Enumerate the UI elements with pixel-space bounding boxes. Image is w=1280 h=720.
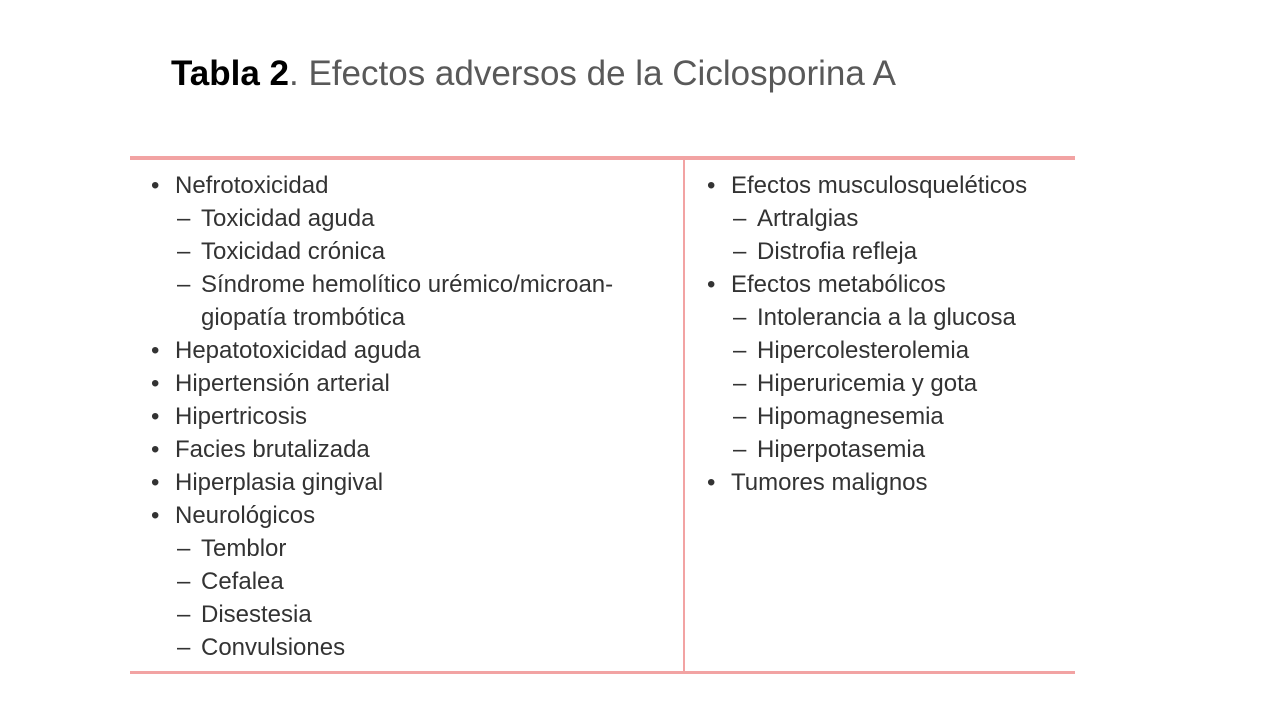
list-subitem [704,202,1069,235]
list-subitem-label: Disestesia [201,601,312,628]
list-subitem-label: Temblor [201,535,287,562]
list-item [148,433,673,466]
list-subitem-label: Convulsiones [201,634,346,661]
list-subitem [148,631,673,664]
list-item-label: Nefrotoxicidad [175,172,329,199]
list-subitem [148,235,673,268]
title-caption: . Efectos adversos de la Ciclosporina A [289,54,896,93]
list-subitem [704,235,1069,268]
list-item [148,169,673,202]
list-item-label: Efectos metabólicos [731,271,946,298]
list-item-label: Hiperplasia gingival [175,469,384,496]
dash-icon: – [177,568,191,595]
bullet-icon: • [151,436,160,463]
list-subitem-label: giopatía trombótica [201,304,406,331]
bullet-icon: • [151,370,160,397]
list-item-label: Efectos musculosqueléticos [731,172,1028,199]
list-subitem [148,598,673,631]
dash-icon: – [177,238,191,265]
list-subitem-label: Hiperuricemia y gota [757,370,978,397]
table-top-rule [130,156,1075,160]
list-subitem [704,433,1069,466]
list-subitem [704,301,1069,334]
right-column-list [704,169,1069,499]
list-subitem-label: Intolerancia a la glucosa [757,304,1016,331]
title-table-number: Tabla 2 [171,54,290,93]
dash-icon: – [177,271,191,298]
bullet-icon: • [707,271,716,298]
dash-icon: – [177,205,191,232]
list-subitem-label: Hipercolesterolemia [757,337,970,364]
list-item-label: Hipertensión arterial [175,370,390,397]
bullet-icon: • [151,469,160,496]
adverse-effects-table [130,156,1075,674]
bullet-icon: • [151,502,160,529]
list-subitem-label: Cefalea [201,568,284,595]
list-subitem [148,532,673,565]
list-subitem-label: Hiperpotasemia [757,436,926,463]
list-subitem-label: Síndrome hemolítico urémico/microan- [201,271,614,298]
bullet-icon: • [151,403,160,430]
list-subitem [704,400,1069,433]
table-bottom-rule [130,671,1075,674]
left-column-list [148,169,673,664]
list-subitem [148,202,673,235]
list-item [704,268,1069,301]
bullet-icon: • [707,172,716,199]
bullet-icon: • [151,172,160,199]
list-subitem [148,565,673,598]
list-item-label: Tumores malignos [731,469,928,496]
list-item-label: Neurológicos [175,502,316,529]
list-item [148,334,673,367]
list-item [704,169,1069,202]
dash-icon: – [733,403,747,430]
bullet-icon: • [151,337,160,364]
list-subitem-label: Distrofia refleja [757,238,918,265]
bullet-icon: • [707,469,716,496]
list-item-label: Facies brutalizada [175,436,370,463]
dash-icon: – [733,238,747,265]
slide-title [171,52,896,96]
list-item [704,466,1069,499]
dash-icon: – [733,304,747,331]
table-column-divider [683,156,685,674]
list-item [148,466,673,499]
list-item-label: Hepatotoxicidad aguda [175,337,421,364]
list-subitem-label: Hipomagnesemia [757,403,944,430]
list-subitem [704,367,1069,400]
list-subitem [148,268,673,301]
list-item [148,400,673,433]
list-subitem-continuation [148,301,673,334]
dash-icon: – [177,535,191,562]
list-item [148,367,673,400]
list-subitem [704,334,1069,367]
dash-icon: – [733,436,747,463]
list-subitem-label: Toxicidad aguda [201,205,375,232]
list-subitem-label: Toxicidad crónica [201,238,386,265]
dash-icon: – [733,337,747,364]
dash-icon: – [177,634,191,661]
dash-icon: – [733,370,747,397]
list-subitem-label: Artralgias [757,205,859,232]
list-item-label: Hipertricosis [175,403,308,430]
list-item [148,499,673,532]
dash-icon: – [177,601,191,628]
dash-icon: – [733,205,747,232]
